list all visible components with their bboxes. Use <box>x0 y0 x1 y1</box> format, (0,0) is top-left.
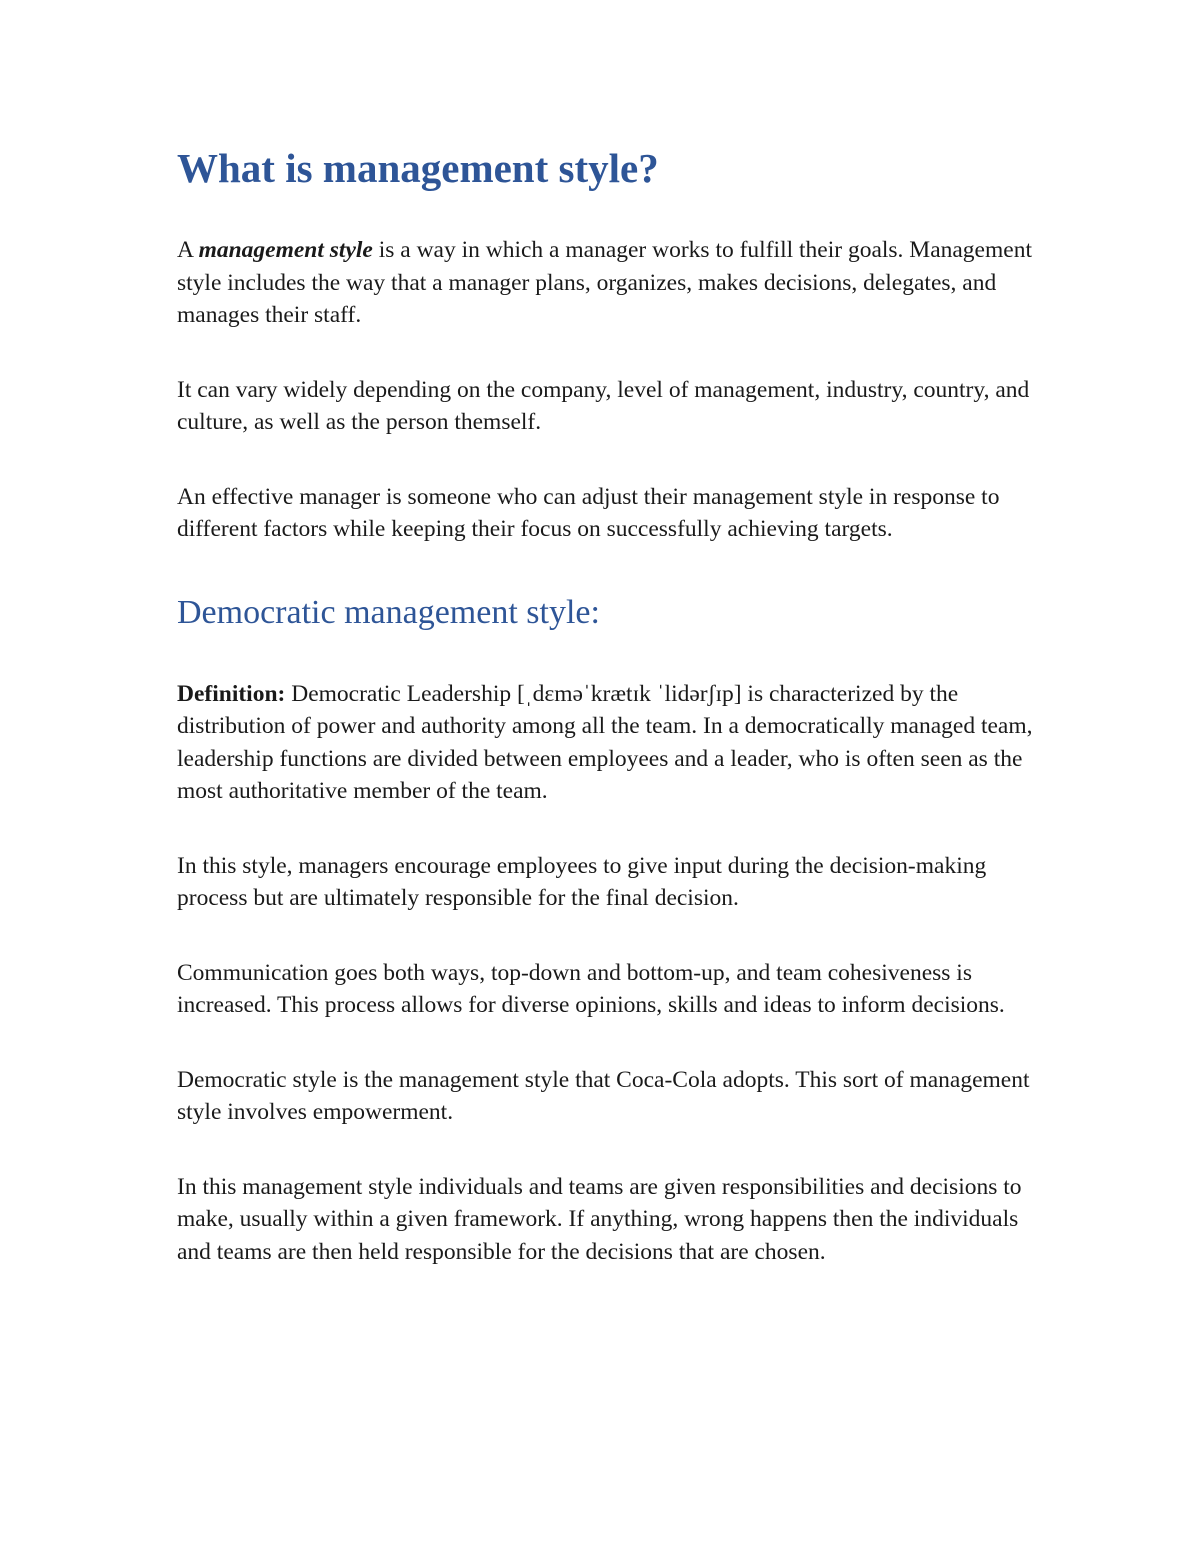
definition-text: Democratic Leadership [ˌdɛməˈkrætɪk ˈlidərʃɪp] is characterized by the distribution of power and authority among all the team. In a democratically managed team, leadership functions are divided between employees and a leader, who is often seen as the most authoritative member of the team. <box>177 680 1033 804</box>
document-body <box>177 140 1037 1268</box>
coca-cola-paragraph: Democratic style is the management style that Coca-Cola adopts. This sort of management style involves empowerment. <box>177 1066 1030 1125</box>
intro-rest: is a way in which a manager works to fulfill their goals. Management style includes the way that a manager plans, organizes, makes decisions, delegates, and manages their staff. <box>177 237 1032 328</box>
input-paragraph: In this style, managers encourage employees to give input during the decision-making process but are ultimately responsible for the final decision. <box>177 852 987 911</box>
page-title: What is management style? <box>177 145 659 191</box>
intro-term: management style <box>198 237 373 263</box>
definition-label: Definition: <box>177 680 286 707</box>
definition-paragraph <box>177 678 1037 808</box>
vary-paragraph: It can vary widely depending on the company, level of management, industry, country, and culture, as well as the person themself. <box>177 376 1030 435</box>
section-heading: Democratic management style: <box>177 593 600 631</box>
intro-paragraph <box>177 234 1037 332</box>
section-heading-wrap <box>177 590 1037 636</box>
communication-paragraph: Communication goes both ways, top-down and bottom-up, and team cohesiveness is increased. This process allows for diverse opinions, skills and ideas to inform decisions. <box>177 959 1005 1018</box>
intro-prefix: A <box>177 237 199 263</box>
responsibilities-paragraph: In this management style individuals and teams are given responsibilities and decisions to make, usually within a given framework. If anything, wrong happens then the individuals and teams are then held responsible for the decisions that are chosen. <box>177 1173 1022 1265</box>
effective-manager-paragraph: An effective manager is someone who can adjust their management style in response to different factors while keeping their focus on successfully achieving targets. <box>177 483 1000 542</box>
